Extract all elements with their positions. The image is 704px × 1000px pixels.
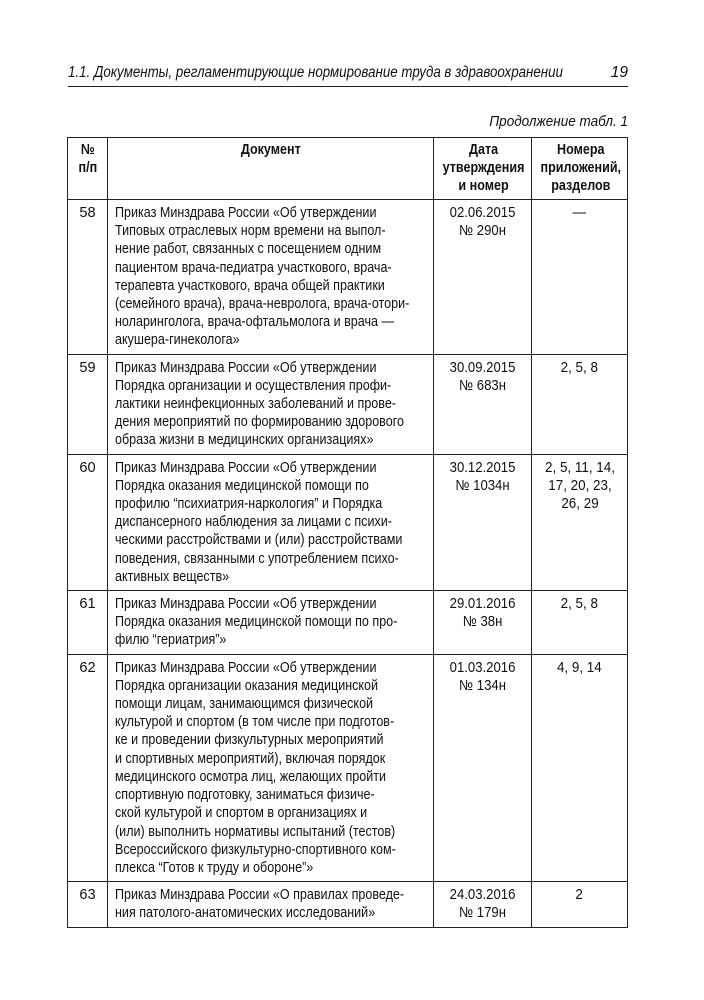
row-date: 02.06.2015 № 290н	[434, 200, 532, 355]
row-date: 24.03.2016 № 179н	[434, 882, 532, 927]
row-number: 62	[68, 654, 108, 881]
table-row	[68, 654, 628, 881]
row-document: Приказ Минздрава России «Об утверждении Типовых отраслевых норм времени на выпол- нение работ, связанных с посещением одним пациентом врача-педиатра участкового, врача- терапевта участкового, врача общей практики (семейного врача), врача-невролога, врача-отори- ноларинголога, врача-офтальмолога и врача — акушера-гинеколога»	[108, 200, 434, 355]
row-appendices: 2, 5, 11, 14, 17, 20, 23, 26, 29	[532, 454, 628, 590]
table-row	[68, 454, 628, 590]
row-appendices: 2, 5, 8	[532, 354, 628, 454]
row-number: 63	[68, 882, 108, 927]
page-number: 19	[610, 64, 628, 81]
row-appendices: 2, 5, 8	[532, 591, 628, 655]
row-appendices: —	[532, 200, 628, 355]
row-document: Приказ Минздрава России «О правилах проведе- ния патолого-анатомических исследований»	[108, 882, 434, 927]
col-header-number: № п/п	[68, 138, 108, 200]
table-row	[68, 591, 628, 655]
documents-table	[67, 137, 628, 928]
row-number: 58	[68, 200, 108, 355]
table-row	[68, 200, 628, 355]
col-header-document: Документ	[108, 138, 434, 200]
col-header-date: Дата утверждения и номер	[434, 138, 532, 200]
table-row	[68, 882, 628, 927]
table-row	[68, 354, 628, 454]
running-header	[68, 62, 628, 87]
row-document: Приказ Минздрава России «Об утверждении Порядка оказания медицинской помощи по про- филю “гериатрия”»	[108, 591, 434, 655]
row-date: 30.12.2015 № 1034н	[434, 454, 532, 590]
table-header-row	[68, 138, 628, 200]
row-date: 01.03.2016 № 134н	[434, 654, 532, 881]
row-number: 60	[68, 454, 108, 590]
row-document: Приказ Минздрава России «Об утверждении Порядка оказания медицинской помощи по профилю “психиатрия-наркология” и Порядка диспансерного наблюдения за лицами с психи- ческими расстройствами и (или) расстройствами поведения, связанными с употреблением психо- активных веществ»	[108, 454, 434, 590]
col-header-appendices: Номера приложений, разделов	[532, 138, 628, 200]
row-number: 61	[68, 591, 108, 655]
table-caption: Продолжение табл. 1	[489, 113, 628, 130]
row-date: 29.01.2016 № 38н	[434, 591, 532, 655]
row-document: Приказ Минздрава России «Об утверждении Порядка организации оказания медицинской помощи лицам, занимающимся физической культурой и спортом (в том числе при подготов- ке и проведении физкультурных мероприятий и спортивных мероприятий), включая порядок медицинского осмотра лиц, желающих пройти спортивную подготовку, заниматься физиче- ской культурой и спортом в организациях и (или) выполнить нормативы испытаний (тестов) Всероссийского физкультурно-спортивного ком- плекса “Готов к труду и обороне”»	[108, 654, 434, 881]
row-appendices: 4, 9, 14	[532, 654, 628, 881]
row-number: 59	[68, 354, 108, 454]
row-document: Приказ Минздрава России «Об утверждении Порядка организации и осуществления профи- лактики неинфекционных заболеваний и прове- дения мероприятий по формированию здорового образа жизни в медицинских организациях»	[108, 354, 434, 454]
running-title: 1.1. Документы, регламентирующие нормирование труда в здравоохранении	[68, 64, 563, 81]
row-appendices: 2	[532, 882, 628, 927]
row-date: 30.09.2015 № 683н	[434, 354, 532, 454]
